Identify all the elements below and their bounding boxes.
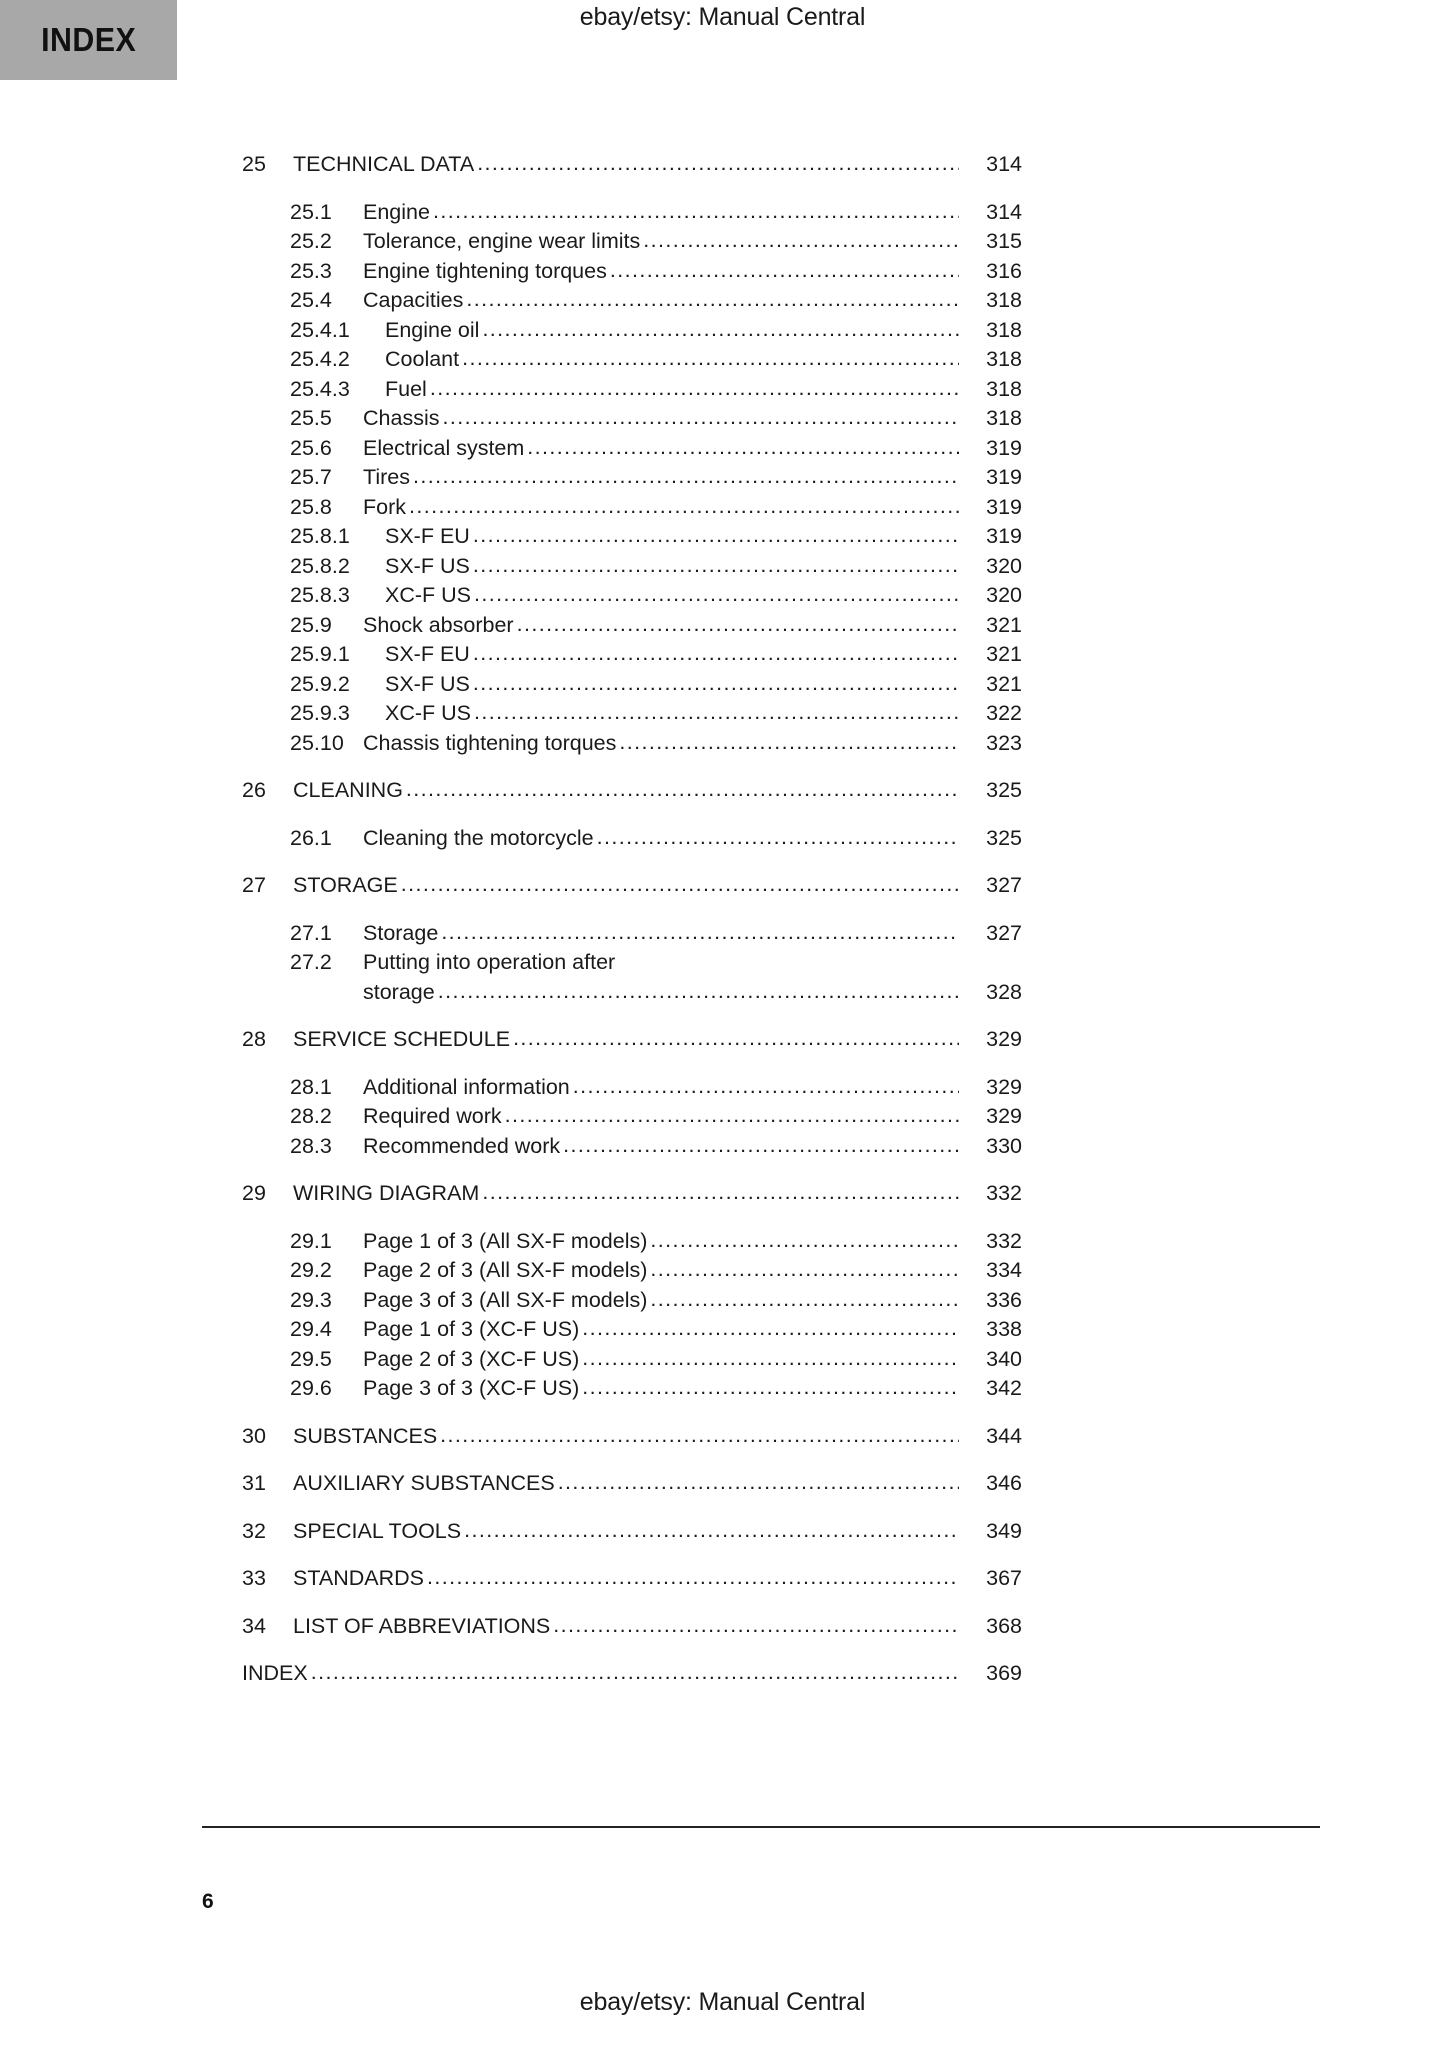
toc-entry-page: 328 (986, 979, 1022, 1004)
toc-entry-title: SX-F US (385, 671, 470, 696)
toc-entry-number: 28.1 (290, 1074, 332, 1099)
toc-entry-title: Required work (363, 1104, 502, 1128)
toc-entry-number: 25.9.2 (290, 671, 350, 696)
toc-entry[interactable] (202, 1517, 1022, 1547)
toc-entry[interactable] (202, 670, 1022, 700)
toc-entry-page: 332 (986, 1181, 1022, 1205)
toc-entry-title: XC-F US (385, 583, 471, 607)
toc-entry[interactable] (202, 640, 1022, 670)
toc-leader-dots (433, 197, 959, 227)
toc-entry-page: 318 (986, 376, 1022, 401)
toc-entry-page: 369 (986, 1661, 1022, 1685)
toc-entry-number: 32 (242, 1518, 266, 1543)
toc-entry[interactable] (202, 1102, 1022, 1132)
toc-entry-number: 27.2 (290, 950, 332, 974)
toc-entry[interactable] (202, 1564, 1022, 1594)
toc-entry-number: 28 (242, 1027, 266, 1051)
toc-leader-dots (477, 149, 959, 179)
toc-entry-title: Page 2 of 3 (XC-F US) (363, 1346, 580, 1371)
toc-entry-title: Tolerance, engine wear limits (363, 229, 641, 253)
toc-entry-page: 334 (986, 1258, 1022, 1282)
toc-entry[interactable] (202, 1612, 1022, 1642)
toc-entry[interactable] (202, 552, 1022, 582)
toc-leader-dots (441, 918, 959, 948)
toc-leader-dots (505, 1101, 959, 1131)
toc-leader-dots (438, 977, 959, 1007)
toc-entry-page: 329 (986, 1104, 1022, 1128)
toc-entry-title: Shock absorber (363, 612, 514, 637)
toc-entry-page: 314 (986, 199, 1022, 224)
toc-entry-title: Chassis (363, 406, 440, 430)
toc-entry-number: 28.2 (290, 1104, 332, 1128)
toc-entry-title: SX-F EU (385, 524, 470, 548)
toc-entry[interactable] (202, 1025, 1022, 1055)
toc-entry-number: 26 (242, 778, 266, 802)
toc-leader-dots (473, 669, 959, 699)
toc-entry-number: 25.5 (290, 406, 332, 430)
toc-entry[interactable] (202, 522, 1022, 552)
toc-entry-number: 34 (242, 1613, 266, 1638)
toc-leader-dots (553, 1611, 959, 1641)
toc-entry[interactable] (202, 824, 1022, 854)
toc-entry-title: Page 1 of 3 (XC-F US) (363, 1317, 580, 1341)
toc-entry-title: Recommended work (363, 1133, 561, 1158)
toc-leader-dots (466, 285, 959, 315)
toc-entry-title: SX-F EU (385, 642, 470, 666)
toc-entry-page: 318 (986, 288, 1022, 312)
watermark-top: ebay/etsy: Manual Central (579, 3, 866, 31)
toc-entry-page: 318 (986, 347, 1022, 371)
toc-leader-dots (473, 639, 959, 669)
toc-entry-page: 329 (986, 1074, 1022, 1099)
toc-entry-page: 342 (986, 1376, 1022, 1400)
toc-leader-dots (430, 374, 959, 404)
toc-leader-dots (527, 433, 959, 463)
toc-entry[interactable] (202, 286, 1022, 316)
toc-entry-page: 368 (986, 1613, 1022, 1638)
toc-entry[interactable] (202, 493, 1022, 523)
toc-entry[interactable] (202, 1374, 1022, 1404)
toc-leader-dots (473, 521, 959, 551)
toc-entry-page: 321 (986, 642, 1022, 666)
toc-entry-title: SERVICE SCHEDULE (293, 1027, 511, 1051)
toc-leader-dots (311, 1658, 959, 1688)
toc-entry-title: TECHNICAL DATA (293, 152, 475, 176)
toc-leader-dots (517, 610, 959, 640)
toc-entry-number: 29.3 (290, 1287, 332, 1312)
toc-entry-number: 25.4 (290, 288, 332, 312)
toc-entry[interactable] (202, 1469, 1022, 1499)
toc-entry-title: Putting into operation after (363, 950, 616, 974)
toc-entry[interactable] (202, 1073, 1022, 1103)
toc-entry-page: 367 (986, 1566, 1022, 1590)
toc-entry[interactable] (202, 463, 1022, 493)
toc-leader-dots (650, 1226, 959, 1256)
toc-entry[interactable] (202, 1256, 1022, 1286)
toc-entry-number: 29.6 (290, 1376, 332, 1400)
toc-leader-dots (482, 1178, 959, 1208)
toc-leader-dots (643, 226, 959, 256)
toc-entry-title: Engine tightening torques (363, 258, 607, 283)
toc-entry-number: 25.6 (290, 435, 332, 460)
toc-leader-dots (513, 1024, 959, 1054)
toc-entry-number: 27 (242, 873, 266, 897)
toc-entry-title: Engine oil (385, 317, 480, 342)
toc-entry-page: 346 (986, 1471, 1022, 1495)
toc-entry-page: 318 (986, 406, 1022, 430)
toc-entry-page: 316 (986, 258, 1022, 283)
toc-entry-number: 28.3 (290, 1133, 332, 1158)
toc-leader-dots (409, 492, 959, 522)
toc-leader-dots (474, 698, 959, 728)
toc-entry-number: 29.4 (290, 1317, 332, 1341)
toc-entry[interactable] (202, 1286, 1022, 1316)
toc-entry-title: Page 1 of 3 (All SX-F models) (363, 1228, 648, 1253)
toc-entry-number: 27.1 (290, 920, 332, 945)
toc-entry[interactable] (202, 1345, 1022, 1375)
toc-leader-dots (582, 1344, 959, 1374)
toc-entry-title: Storage (363, 920, 439, 945)
toc-entry[interactable] (202, 375, 1022, 405)
toc-entry-title: WIRING DIAGRAM (293, 1181, 480, 1205)
toc-entry-number: 31 (242, 1471, 266, 1495)
toc-entry-number: 25.8.3 (290, 583, 350, 607)
toc-entry[interactable] (202, 345, 1022, 375)
page-number: 6 (202, 1890, 214, 1913)
toc-entry-title: SX-F US (385, 553, 470, 578)
toc-entry-title: Fork (363, 494, 406, 519)
toc-entry-page: 327 (986, 920, 1022, 945)
toc-entry-page: 329 (986, 1027, 1022, 1051)
toc-entry-page: 314 (986, 152, 1022, 176)
toc-entry-page: 320 (986, 583, 1022, 607)
toc-entry-number: 29.5 (290, 1346, 332, 1371)
toc-entry[interactable] (202, 871, 1022, 901)
toc-entry[interactable] (202, 1227, 1022, 1257)
table-of-contents (202, 150, 1022, 1689)
toc-entry[interactable] (202, 198, 1022, 228)
toc-entry[interactable] (202, 729, 1022, 759)
toc-entry-number: 25.10 (290, 730, 344, 755)
toc-leader-dots (650, 1285, 959, 1315)
toc-leader-dots (582, 1373, 959, 1403)
toc-leader-dots (573, 1072, 959, 1102)
toc-leader-dots (582, 1314, 959, 1344)
toc-leader-dots (597, 823, 959, 853)
toc-entry-page: 330 (986, 1133, 1022, 1158)
toc-entry[interactable] (202, 434, 1022, 464)
toc-entry-number: 29 (242, 1181, 266, 1205)
toc-entry-page: 325 (986, 825, 1022, 850)
toc-entry[interactable] (202, 948, 1022, 1007)
toc-entry-number: 25.3 (290, 258, 332, 283)
toc-entry[interactable] (202, 1422, 1022, 1452)
toc-entry-number: 25.8.2 (290, 553, 350, 578)
toc-entry-title: Electrical system (363, 435, 525, 460)
toc-entry-title-continued: storage (363, 979, 435, 1004)
toc-entry-title: AUXILIARY SUBSTANCES (293, 1471, 555, 1495)
toc-entry-title: CLEANING (293, 778, 403, 802)
toc-entry-title: LIST OF ABBREVIATIONS (293, 1613, 551, 1638)
toc-entry-page: 340 (986, 1346, 1022, 1371)
toc-entry[interactable] (202, 1659, 1022, 1689)
toc-entry-title: Capacities (363, 288, 464, 312)
toc-leader-dots (442, 403, 959, 433)
toc-entry-title: Fuel (385, 376, 427, 401)
toc-leader-dots (558, 1468, 959, 1498)
toc-entry-page: 327 (986, 873, 1022, 897)
toc-entry-page: 332 (986, 1228, 1022, 1253)
toc-entry-title: Page 3 of 3 (XC-F US) (363, 1376, 580, 1400)
toc-entry-number: 25.9 (290, 612, 332, 637)
toc-entry[interactable] (202, 150, 1022, 180)
toc-entry-page: 321 (986, 612, 1022, 637)
toc-entry-number: 26.1 (290, 825, 332, 850)
toc-entry-number: 25.4.2 (290, 347, 350, 371)
toc-entry-page: 336 (986, 1287, 1022, 1312)
toc-entry[interactable] (202, 1315, 1022, 1345)
toc-entry[interactable] (202, 1179, 1022, 1209)
toc-leader-dots (401, 870, 959, 900)
toc-entry[interactable] (202, 776, 1022, 806)
toc-entry[interactable] (202, 316, 1022, 346)
toc-leader-dots (482, 315, 959, 345)
footer-divider (202, 1826, 1320, 1828)
toc-entry-title: SUBSTANCES (293, 1423, 438, 1448)
toc-entry-title: INDEX (242, 1661, 308, 1685)
toc-entry-page: 315 (986, 229, 1022, 253)
watermark-bottom: ebay/etsy: Manual Central (579, 1988, 866, 2016)
toc-entry-number: 33 (242, 1566, 266, 1590)
toc-leader-dots (610, 256, 959, 286)
chapter-tab-label: INDEX (40, 21, 137, 58)
toc-entry-title: XC-F US (385, 701, 471, 725)
toc-leader-dots (406, 775, 959, 805)
toc-leader-dots (427, 1563, 959, 1593)
toc-entry-number: 25.4.1 (290, 317, 350, 342)
toc-entry-number: 25.7 (290, 465, 332, 489)
toc-entry-title: STORAGE (293, 873, 398, 897)
toc-leader-dots (473, 551, 959, 581)
toc-leader-dots (619, 728, 959, 758)
toc-entry-number: 25.9.1 (290, 642, 350, 666)
toc-entry-number: 25.1 (290, 199, 332, 224)
toc-entry-page: 321 (986, 671, 1022, 696)
toc-entry[interactable] (202, 257, 1022, 287)
toc-entry-title: STANDARDS (293, 1566, 425, 1590)
toc-entry-page: 318 (986, 317, 1022, 342)
toc-leader-dots (474, 580, 959, 610)
toc-entry-page: 323 (986, 730, 1022, 755)
toc-entry-title: Chassis tightening torques (363, 730, 617, 755)
toc-entry-number: 29.2 (290, 1258, 332, 1282)
toc-entry-page: 322 (986, 701, 1022, 725)
toc-entry-page: 325 (986, 778, 1022, 802)
toc-entry-page: 349 (986, 1518, 1022, 1543)
toc-entry[interactable] (202, 611, 1022, 641)
toc-entry[interactable] (202, 1132, 1022, 1162)
toc-leader-dots (563, 1131, 959, 1161)
toc-entry-number: 25.2 (290, 229, 332, 253)
toc-leader-dots (440, 1421, 959, 1451)
toc-entry-number: 30 (242, 1423, 266, 1448)
toc-entry-page: 338 (986, 1317, 1022, 1341)
toc-entry-number: 25.8 (290, 494, 332, 519)
toc-entry-title: Coolant (385, 347, 460, 371)
toc-entry-page: 319 (986, 465, 1022, 489)
toc-entry[interactable] (202, 919, 1022, 949)
toc-entry-title: Additional information (363, 1074, 570, 1099)
toc-leader-dots (464, 1516, 959, 1546)
toc-entry-title: Page 3 of 3 (All SX-F models) (363, 1287, 648, 1312)
toc-entry-number: 25.4.3 (290, 376, 350, 401)
toc-entry-page: 319 (986, 435, 1022, 460)
toc-entry-title: Cleaning the motorcycle (363, 825, 594, 850)
toc-leader-dots (413, 462, 959, 492)
toc-entry[interactable] (202, 581, 1022, 611)
toc-entry[interactable] (202, 699, 1022, 729)
toc-entry[interactable] (202, 404, 1022, 434)
toc-entry-number: 25.8.1 (290, 524, 350, 548)
chapter-tab-index (0, 0, 177, 80)
toc-entry-number: 25 (242, 152, 266, 176)
toc-entry-title: SPECIAL TOOLS (293, 1518, 462, 1543)
toc-entry[interactable] (202, 227, 1022, 257)
toc-entry-title: Page 2 of 3 (All SX-F models) (363, 1258, 648, 1282)
toc-entry-number: 29.1 (290, 1228, 332, 1253)
toc-entry-page: 319 (986, 524, 1022, 548)
toc-entry-page: 344 (986, 1423, 1022, 1448)
toc-entry-number: 25.9.3 (290, 701, 350, 725)
toc-entry-page: 320 (986, 553, 1022, 578)
toc-entry-title: Engine (363, 199, 430, 224)
toc-entry-page: 319 (986, 494, 1022, 519)
toc-entry-title: Tires (363, 465, 410, 489)
toc-leader-dots (650, 1255, 959, 1285)
toc-leader-dots (462, 344, 959, 374)
